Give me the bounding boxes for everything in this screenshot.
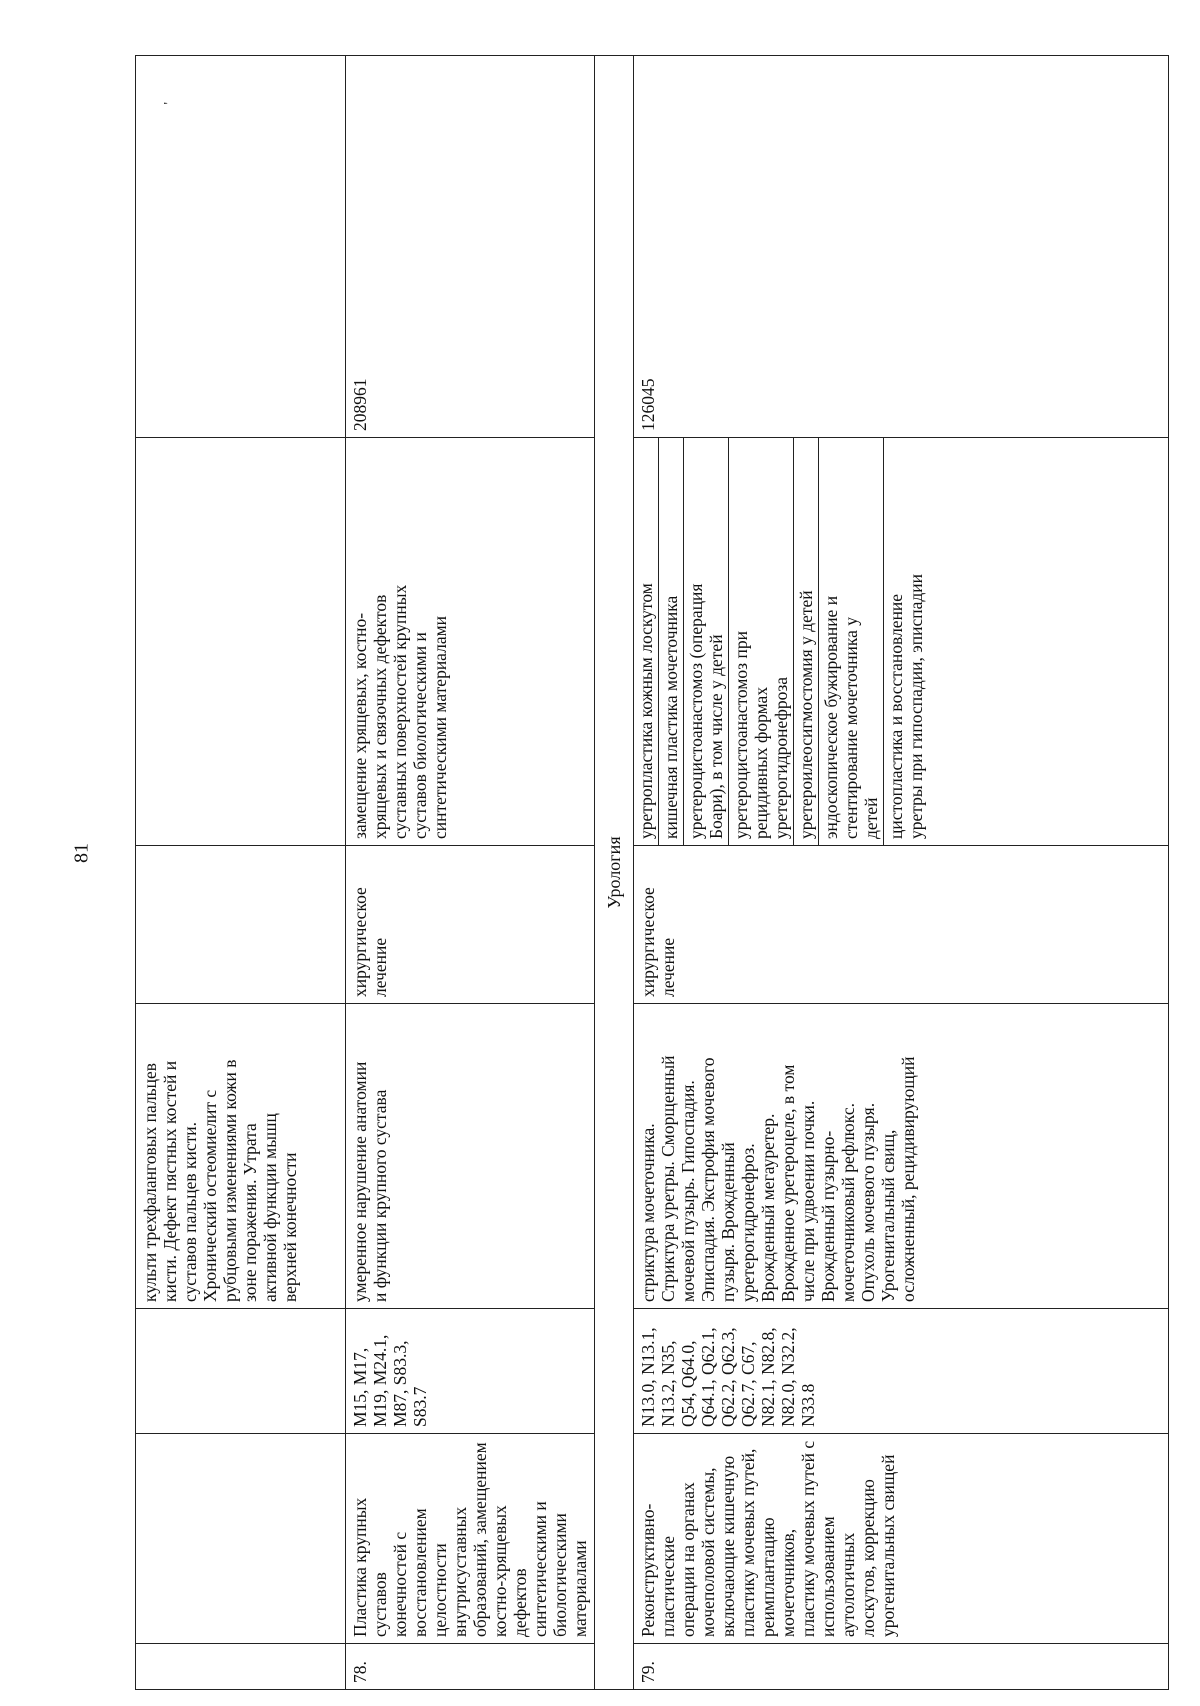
method-item: кишечная пластика мочеточника bbox=[659, 438, 684, 845]
treatment-type: хирургическое лечение bbox=[346, 846, 595, 1004]
method-item: уретероцистоанастомоз (операция Боари), в том числе у детей bbox=[684, 438, 729, 845]
method-item: уретероилеосигмостомия у детей bbox=[794, 438, 819, 845]
method-item: уретероцистоанастомоз при рецидивных формах уретерогидронефроза bbox=[729, 438, 794, 845]
page-number: 81 bbox=[70, 843, 93, 863]
table-row bbox=[634, 56, 1169, 1690]
section-title: Урология bbox=[595, 56, 634, 1690]
icd-codes: N13.0, N13.1, N13.2, N35, Q54, Q64.0, Q64.1, Q62.1, Q62.2, Q62.3, Q62.7, C67, N82.1, N82.8, N82.0, N32.2, N33.8 bbox=[634, 1309, 1169, 1434]
row-number bbox=[136, 1644, 346, 1690]
row-number: 79. bbox=[634, 1644, 1169, 1690]
treatment-methods bbox=[634, 438, 1169, 846]
cost-cell bbox=[136, 56, 346, 438]
method-item: уретропластика кожным лоскутом bbox=[634, 438, 659, 845]
cost-value: 208961 bbox=[346, 56, 595, 438]
patient-model: культи трехфаланговых пальцев кисти. Дефект пястных костей и суставов пальцев кисти. Хронический остеомиелит с рубцовыми изменениями кожи в зоне поражения. Утрата активной функции мышц верхней конечности bbox=[136, 1004, 346, 1309]
treatment-type: хирургическое лечение bbox=[634, 846, 1169, 1004]
rotated-table-container bbox=[135, 56, 1095, 1690]
patient-model: умеренное нарушение анатомии и функции крупного сустава bbox=[346, 1004, 595, 1309]
treatment-type bbox=[136, 846, 346, 1004]
method-item: эндоскопическое бужирование и стентирование мочеточника у детей bbox=[819, 438, 884, 845]
method-item: цистопластика и восстановление уретры при гипоспадии, эписпадии bbox=[886, 573, 926, 839]
procedure-name: Пластика крупных суставов конечностей с восстановлением целостности внутрисуставных образований, замещением костно-хрящевых дефектов синтетическими и биологическими материалами bbox=[346, 1434, 595, 1644]
icd-codes bbox=[136, 1309, 346, 1434]
row-number: 78. bbox=[346, 1644, 595, 1690]
treatment-method: замещение хрящевых, костно- хрящевых и связочных дефектов суставных поверхностей крупных суставов биологическими и синтетическими материалами bbox=[346, 438, 595, 846]
stray-mark: ' bbox=[162, 102, 177, 105]
icd-codes: M15, M17, M19, M24.1, M87, S83.3, S83.7 bbox=[346, 1309, 595, 1434]
section-header-row bbox=[595, 56, 634, 1690]
treatment-method bbox=[136, 438, 346, 846]
procedures-table bbox=[135, 55, 1169, 1690]
procedure-name: Реконструктивно-пластические операции на органах мочеполовой системы, включающие кишечную пластику мочевых путей, реимплантацию мочеточников, пластику мочевых путей с использованием аутологичных лоскутов, коррекцию урогенитальных свищей bbox=[634, 1434, 1169, 1644]
table-row bbox=[346, 56, 595, 1690]
procedure-name bbox=[136, 1434, 346, 1644]
table-row bbox=[136, 56, 346, 1690]
cost-value: 126045 bbox=[634, 56, 1169, 438]
patient-model: стриктура мочеточника. Стриктура уретры. Сморщенный мочевой пузырь. Гипоспадия. Эписпадия. Экстрофия мочевого пузыря. Врожденный уретерогидронефроз. Врожденный мегауретер. Врожденное уретероцеле, в том числе при удвоении почки. Врожденный пузырно- мочеточниковый рефлюкс. Опухоль мочевого пузыря. Урогенитальный свищ, осложненный, рецидивирующий bbox=[634, 1004, 1169, 1309]
